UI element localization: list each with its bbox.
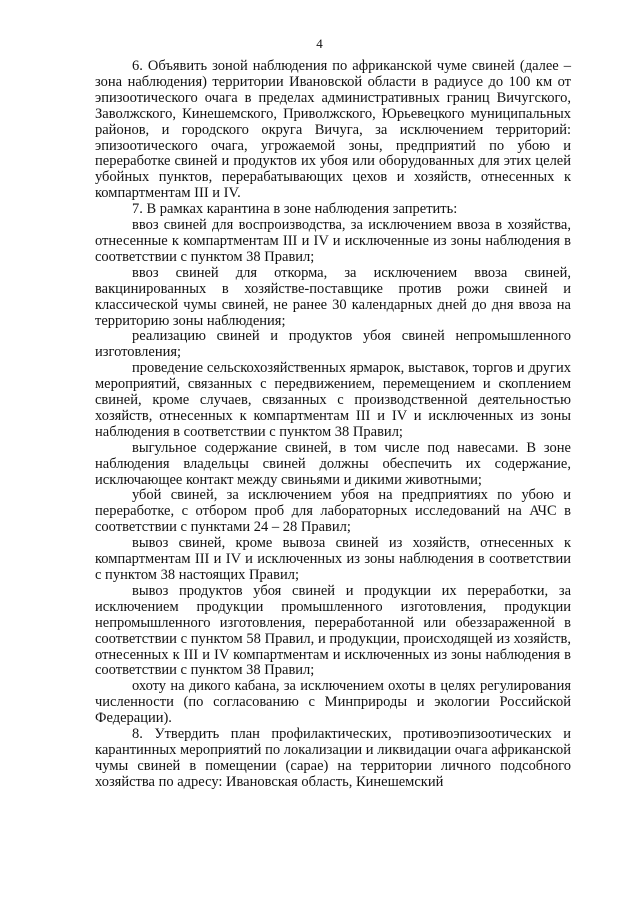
prohibition-fairs-exhibitions: проведение сельскохозяйственных ярмарок, выставок, торгов и других мероприятий, связанных с передвижением, перемещением и скоплением свиней, кроме случаев, связанных с производственной деятельностью хозяйств, отнесенных к компартментам III и IV и исключенных из зоны наблюдения в соответствии с пунктом 38 Правил;	[95, 360, 571, 440]
paragraph-7-prohibitions-heading: 7. В рамках карантина в зоне наблюдения запретить:	[132, 201, 458, 218]
paragraph-8-plan-approval: 8. Утвердить план профилактических, противоэпизоотических и карантинных мероприятий по локализации и ликвидации очага африканской чумы свиней в помещении (сарае) на территории личного подсобного хозяйства по адресу: Ивановская область, Кинешемский	[95, 726, 571, 790]
prohibition-slaughter: убой свиней, за исключением убоя на предприятиях по убою и переработке, с отбором проб для лабораторных исследований на АЧС в соответствии с пунктами 24 – 28 Правил;	[95, 487, 571, 536]
prohibition-breeding-import: ввоз свиней для воспроизводства, за исключением ввоза в хозяйства, отнесенные к компартментам III и IV и исключенные из зоны наблюдения в соответствии с пунктом 38 Правил;	[95, 217, 571, 265]
prohibition-free-range-keeping: выгульное содержание свиней, в том числе под навесами. В зоне наблюдения владельцы свиней должны обеспечить их содержание, исключающее контакт между свиньями и дикими животными;	[95, 439, 571, 488]
paragraph-6-observation-zone: 6. Объявить зоной наблюдения по африканской чуме свиней (далее – зона наблюдения) территории Ивановской области в радиусе до 100 км от эпизоотического очага в пределах административных границ Вичугского, Заволжского, Кинешемского, Приволжского, Юрьевецкого муниципальных районов, и городского округа Вичуга, за исключением территорий: эпизоотического очага, угрожаемой зоны, предприятий по убою и переработке свиней и продуктов их убоя или оборудованных для этих целей убойных пунктов, перерабатывающих цехов и хозяйств, отнесенных к компартментам III и IV.	[95, 58, 571, 202]
prohibition-sale-noncommercial: реализацию свиней и продуктов убоя свиней непромышленного изготовления;	[95, 328, 571, 361]
prohibition-boar-hunting: охоту на дикого кабана, за исключением охоты в целях регулирования численности (по согласованию с Минприроды и экологии Российской Федерации).	[95, 678, 571, 727]
page-number: 4	[316, 36, 323, 51]
prohibition-product-export: вывоз продуктов убоя свиней и продукции их переработки, за исключением продукции промышленного изготовления, продукции непромышленного изготовления, переработанной или обеззараженной в соответствии с пунктом 58 Правил, и продукции, происходящей из хозяйств, отнесенных к III и IV компартментам и исключенных из зоны наблюдения в соответствии с пунктом 38 Правил;	[95, 582, 571, 679]
prohibition-fattening-import: ввоз свиней для откорма, за исключением ввоза свиней, вакцинированных в хозяйстве-поставщике против рожи свиней и классической чумы свиней, не ранее 30 календарных дней до дня ввоза на территорию зоны наблюдения;	[95, 264, 571, 329]
document-body	[95, 59, 571, 791]
prohibition-pig-export: вывоз свиней, кроме вывоза свиней из хозяйств, отнесенных к компартментам III и IV и исключенных из зоны наблюдения в соответствии с пунктом 38 настоящих Правил;	[95, 535, 571, 583]
